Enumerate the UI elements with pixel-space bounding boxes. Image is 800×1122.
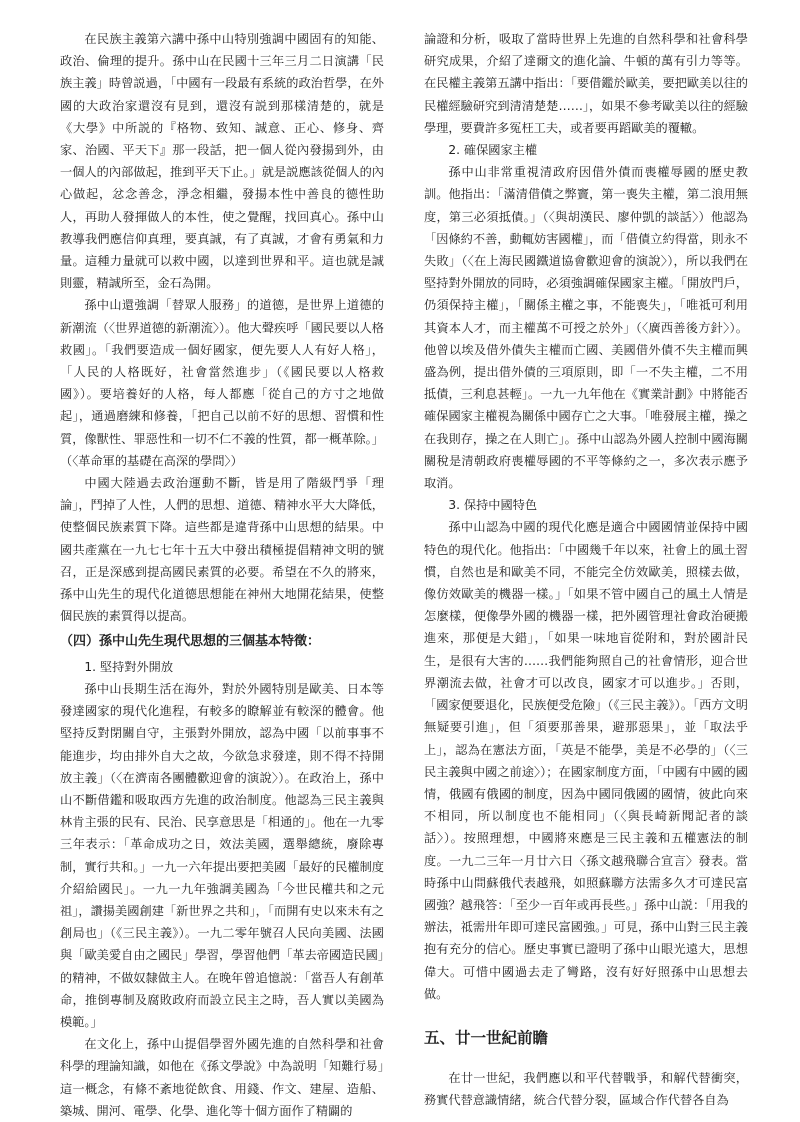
subsection-heading: （四）孫中山先生現代思想的三個基本特徵： xyxy=(60,634,321,650)
numbered-subheading: 2. 確保國家主權 xyxy=(448,143,538,158)
paragraph: 孫中山還強調「替眾人服務」的道德，是世界上道德的新潮流（〈世界道德的新潮流〉）。他大聲疾呼「國民要以人格救國」。「我們要造成一個好國家，便先要人人有好人格」，「人民的人格既好，社會當然進步」（《國民要以人格救國》）。要培養好的人格，每人都應「從自己的方寸之地做起」，通過磨練和修養，「把自己以前不好的思想、習慣和性質，像獸性、罪惡性和一切不仁不義的性質，都一概革除。」（〈革命軍的基礎在高深的學問〉） xyxy=(60,298,384,468)
paragraph: 孫中山非常重視清政府因借外債而喪權辱國的歷史教訓。他指出：「滿清借債之弊竇，第一喪失主權，第二浪用無度，第三必須抵債。」（〈與胡漢民、廖仲凱的談話〉）他認為「因條約不善，動輒妨害國權」，而「借債立約得當，則永不失敗」（〈在上海民國鐵道協會歡迎會的演說〉），所以我們在堅持對外開放的同時，必須強調確保國家主權。「開放門戶，仍須保持主權」，「關係主權之事，不能喪失」，「唯祗可利用其資本人才，而主權萬不可授之於外」（〈廣西善後方針〉）。他曾以埃及借外債失主權而亡國、美國借外債不失主權而興盛為例，提出借外債的三項原則，即「一不失主權，二不用抵債，三利息甚輕」。一九一九年他在《實業計劃》中將能否確保國家主權視為關係中國存亡之大事。「唯發展主權，操之在我則存，操之在人則亡」。孫中山認為外國人控制中國海關關稅是清朝政府喪權辱國的不平等條約之一，多次表示應予取消。 xyxy=(424,165,748,491)
paragraph-continued: 論證和分析，吸取了當時世界上先進的自然科學和社會科學研究成果，介紹了達爾文的進化論、牛頓的萬有引力等等。在民權主義第五講中指出：「要借鑑於歐美，要把歐美以往的民權經驗研究到清清楚楚……」，如果不參考歐美以往的經驗學理，要費許多冤枉工夫，或者要再蹈歐美的覆轍。 xyxy=(424,32,748,135)
paragraph: 在文化上，孫中山提倡學習外國先進的自然科學和社會科學的理論知識，如他在《孫文學說》中為説明「知難行易」這一概念，有條不紊地從飲食、用錢、作文、建屋、造船、築城、開河、電學、化學、進化等十個方面作了精闢的 xyxy=(60,1037,384,1118)
paragraph: 中國大陸過去政治運動不斷，皆是用了階級鬥爭「理論」，鬥掉了人性，人們的思想、道德、精神水平大大降低，使整個民族素質下降。這些都是違背孫中山思想的結果。中國共產黨在一九七七年十五大中發出積極提倡精神文明的號召，正是深感到提高國民素質的必要。希望在不久的將來，孫中山先生的現代化道德思想能在神州大地開花結果，使整個民族的素質得以提高。 xyxy=(60,476,384,624)
left-column xyxy=(60,28,384,1118)
section-heading: 五、廿一世紀前瞻 xyxy=(424,1028,549,1047)
paragraph: 在廿一世紀，我們應以和平代替戰爭，和解代替衝突，務實代替意識情緒，統合代替分裂，區域合作代替各自為 xyxy=(424,1071,748,1108)
numbered-subheading: 1. 堅持對外開放 xyxy=(84,659,174,674)
right-column xyxy=(424,28,748,1108)
paragraph: 孫中山認為中國的現代化應是適合中國國情並保持中國特色的現代化。他指出：「中國幾千年以來，社會上的風土習慣，自然也是和歐美不同，不能完全仿效歐美，照樣去做，像仿效歐美的機器一樣。」「如果不管中國自己的風土人情是怎麼樣，便像學外國的機器一樣，把外國管理社會政治硬搬進來，那便是大錯」，「如果一味地盲從附和，對於國計民生，是很有大害的……我們能夠照自己的社會情形，迎合世界潮流去做，社會才可以改良，國家才可以進步。」否則，「國家便要退化，民族便受危險」（《三民主義》）。「西方文明無疑要引進」，但「須要那善果，避那惡果」，並「取法乎上」，認為在憲法方面，「英是不能學，美是不必學的」（〈三民主義與中國之前途〉）；在國家制度方面，「中國有中國的國情，俄國有俄國的制度，因為中國同俄國的國情，彼此向來不相同，所以制度也不能相同」（〈與長崎新聞記者的談話〉）。按照理想，中國將來應是三民主義和五權憲法的制度。一九二三年一月廿六日〈孫文越飛聯合宣言〉發表。當時孫中山問蘇俄代表越飛，如照蘇聯方法需多久才可達民富國強？越飛答：「至少一百年或再長些。」孫中山説：「用我的辦法，祗需卅年即可達民富國強。」可見，孫中山對三民主義抱有充分的信心。歷史事實已證明了孫中山眼光遠大，思想偉大。可惜中國過去走了彎路，沒有好好照孫中山思想去做。 xyxy=(424,520,748,1001)
paragraph: 孫中山長期生活在海外，對於外國特別是歐美、日本等發達國家的現代化進程，有較多的瞭解並有較深的體會。他堅持反對閉關自守，主張對外開放，認為中國「以前事事不能進步，均由排外自大之故，今欲急求發達，則不得不持開放主義」（〈在濟南各團體歡迎會的演說〉）。在政治上，孫中山不斷借鑑和吸取西方先進的政治制度。他認為三民主義與林肯主張的民有、民治、民享意思是「相通的」。他在一九零三年表示：「革命成功之日，效法美國，選舉總統，廢除專制，實行共和。」一九一六年提出要把美國「最好的民權制度介紹給國民」。一九一九年強調美國為「今世民權共和之元祖」，讚揚美國創建「新世界之共和」，「而開有史以來未有之創局也」（《三民主義》）。一九二零年號召人民向美國、法國與「歐美愛自由之國民」學習，學習他們「革去帝國造民國」的精神，不做奴隸做主人。在晚年曾追憶説：「當吾人有創革命，推倒專制及腐敗政府而設立民主之時，吾人實以美國為模範。」 xyxy=(60,681,384,1029)
numbered-subheading: 3. 保持中國特色 xyxy=(448,498,538,513)
paragraph: 在民族主義第六講中孫中山特別強調中國固有的知能、政治、倫理的提升。孫中山在民國十三年三月二日演講「民族主義」時曾説過，「中國有一段最有系統的政治哲學，在外國的大政治家還沒有見到，還沒有説到那樣清楚的，就是《大學》中所説的『格物、致知、誠意、正心、修身、齊家、治國、平天下』那一段話，把一個人從內發揚到外，由一個人的內部做起，推到平天下止。」就是説應該從個人的內心做起，忿念善念，淨念相繼，發揚本性中善良的德性助人，再助人發揮做人的本性，使之覺醒，找回真心。孫中山教導我們應信仰真理，要真誠，有了真誠，才會有勇氣和力量。這種力量就可以救中國，以達到世界和平。這也就是誠則靈，精誠所至，金石為開。 xyxy=(60,32,384,291)
